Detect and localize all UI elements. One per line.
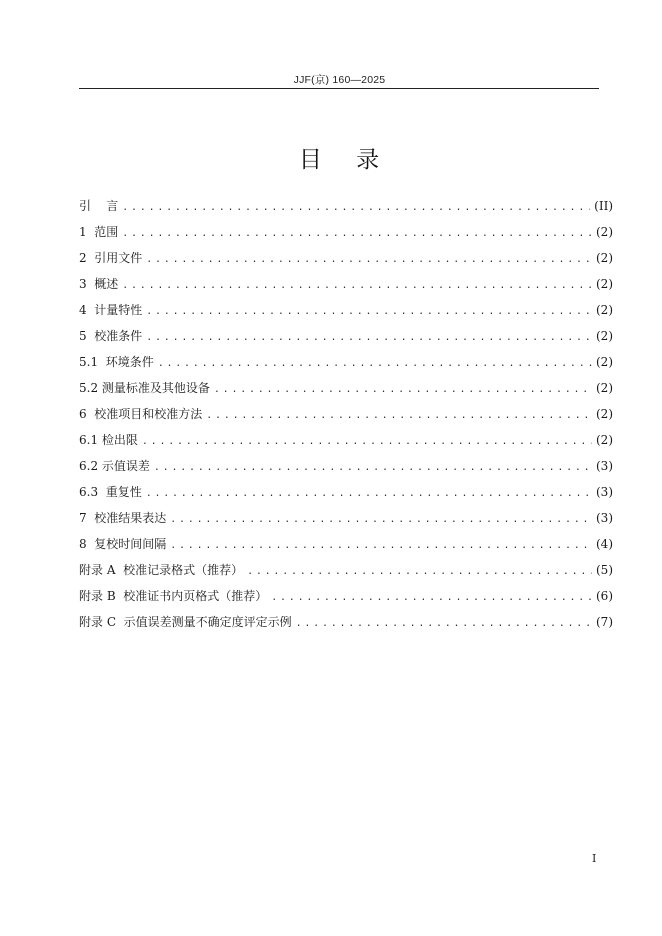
toc-entry-page: (4) — [596, 537, 613, 551]
dot-leader — [206, 405, 592, 427]
dot-leader — [146, 301, 592, 323]
table-of-contents — [79, 195, 613, 637]
toc-entry-label: 6.1 检出限 — [79, 433, 138, 447]
toc-entry-label: 5 校准条件 — [79, 329, 143, 343]
toc-entry[interactable] — [79, 559, 613, 585]
toc-entry[interactable] — [79, 351, 613, 377]
toc-entry-page: (3) — [596, 511, 613, 525]
dot-leader — [146, 249, 592, 271]
toc-entry-label: 4 计量特性 — [79, 303, 143, 317]
toc-entry[interactable] — [79, 455, 613, 481]
toc-entry-label: 6.3 重复性 — [79, 485, 142, 499]
dot-leader — [142, 431, 592, 453]
toc-entry-label: 7 校准结果表达 — [79, 511, 167, 525]
toc-entry-page: (2) — [596, 381, 613, 395]
toc-entry-label: 附录 C 示值误差测量不确定度评定示例 — [79, 615, 292, 629]
dot-leader — [170, 509, 592, 531]
toc-entry[interactable] — [79, 403, 613, 429]
toc-entry-page: (5) — [596, 563, 613, 577]
toc-entry[interactable] — [79, 221, 613, 247]
toc-entry-page: (3) — [596, 485, 613, 499]
dot-leader — [146, 483, 592, 505]
toc-entry-label: 2 引用文件 — [79, 251, 143, 265]
toc-entry-label: 附录 A 校准记录格式（推荐） — [79, 563, 244, 577]
dot-leader — [247, 561, 592, 583]
toc-entry-page: (2) — [596, 225, 613, 239]
toc-entry[interactable] — [79, 273, 613, 299]
toc-entry-label: 引 言 — [79, 199, 119, 213]
toc-entry-label: 3 概述 — [79, 277, 119, 291]
toc-entry[interactable] — [79, 507, 613, 533]
toc-entry-label: 6.2 示值误差 — [79, 459, 150, 473]
dot-leader — [146, 327, 592, 349]
header-rule — [79, 88, 599, 89]
toc-entry-page: (7) — [596, 615, 613, 629]
dot-leader — [122, 197, 590, 219]
toc-entry[interactable] — [79, 611, 613, 637]
toc-entry[interactable] — [79, 481, 613, 507]
toc-entry-page: (II) — [594, 199, 613, 213]
toc-entry[interactable] — [79, 299, 613, 325]
toc-entry[interactable] — [79, 585, 613, 611]
dot-leader — [122, 223, 592, 245]
toc-entry-page: (2) — [596, 329, 613, 343]
dot-leader — [271, 587, 592, 609]
toc-entry-page: (3) — [596, 459, 613, 473]
dot-leader — [170, 535, 592, 557]
toc-entry-page: (6) — [596, 589, 613, 603]
toc-entry[interactable] — [79, 533, 613, 559]
dot-leader — [158, 353, 592, 375]
dot-leader — [122, 275, 592, 297]
page-title: 目 录 — [298, 147, 381, 173]
toc-entry-page: (2) — [596, 433, 613, 447]
toc-entry-page: (2) — [596, 407, 613, 421]
toc-entry-page: (2) — [596, 355, 613, 369]
dot-leader — [214, 379, 592, 401]
toc-entry-page: (2) — [596, 277, 613, 291]
dot-leader — [154, 457, 592, 479]
toc-entry[interactable] — [79, 195, 613, 221]
toc-entry-label: 8 复校时间间隔 — [79, 537, 167, 551]
toc-entry[interactable] — [79, 247, 613, 273]
toc-entry-label: 附录 B 校准证书内页格式（推荐） — [79, 589, 268, 603]
toc-entry-label: 5.2 测量标准及其他设备 — [79, 381, 210, 395]
toc-entry-page: (2) — [596, 251, 613, 265]
toc-entry-label: 5.1 环境条件 — [79, 355, 154, 369]
dot-leader — [296, 613, 592, 635]
toc-entry[interactable] — [79, 377, 613, 403]
toc-entry[interactable] — [79, 325, 613, 351]
toc-entry-page: (2) — [596, 303, 613, 317]
page-number: I — [592, 852, 597, 865]
toc-entry-label: 6 校准项目和校准方法 — [79, 407, 203, 421]
toc-entry-label: 1 范围 — [79, 225, 119, 239]
toc-entry[interactable] — [79, 429, 613, 455]
running-header: JJF(京) 160—2025 — [293, 74, 386, 86]
